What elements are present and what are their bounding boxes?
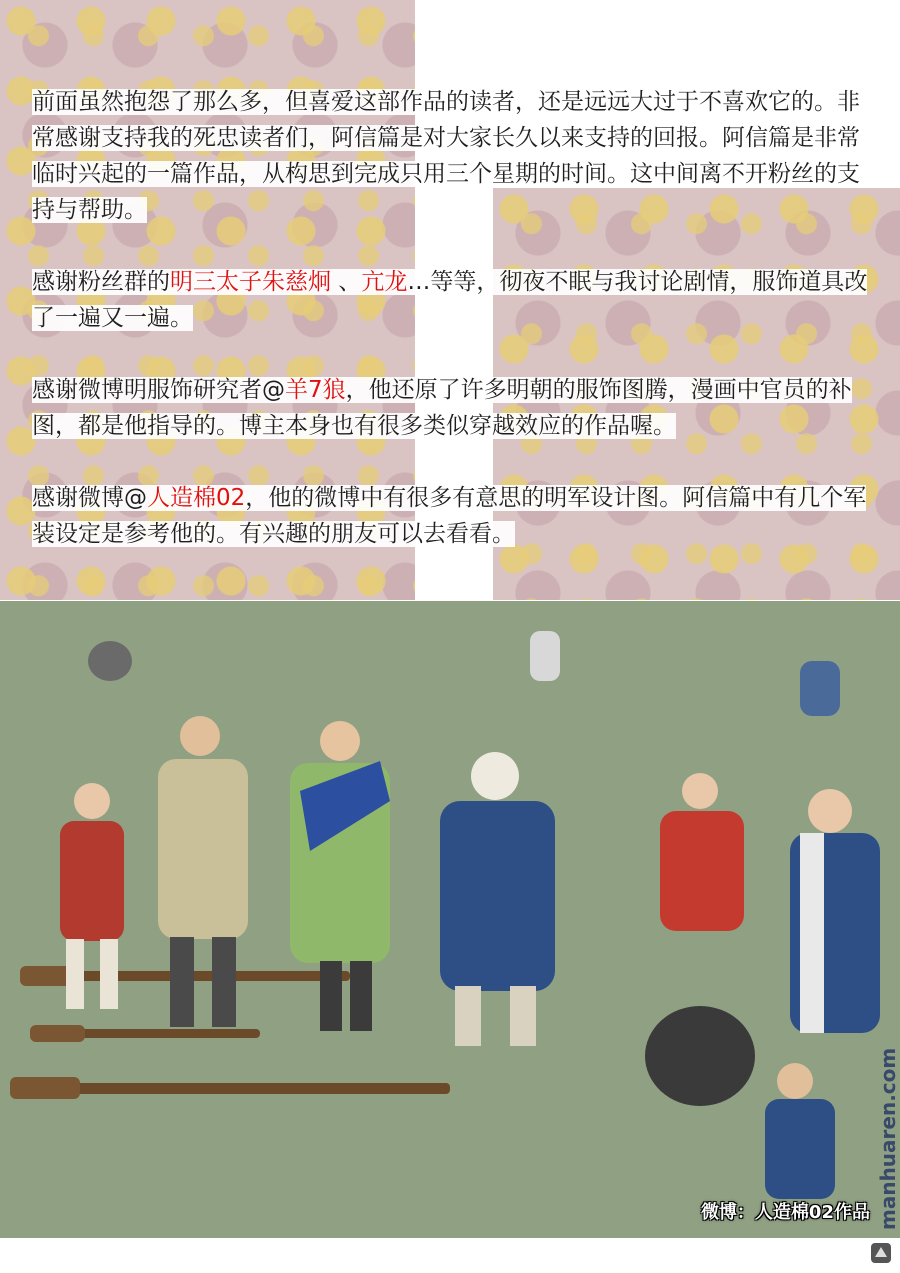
site-watermark: manhuaren.com <box>876 1047 900 1230</box>
highlighted-name: 明三太子朱慈炯 <box>170 269 331 295</box>
soldier-figure <box>765 1063 835 1199</box>
afterword-paragraph <box>32 372 877 444</box>
text-run: ，他的微博中有很多有意思的明军设计图。阿信篇中有几个军装设定是参考他的。有兴趣的朋友可以去看看。 <box>32 485 867 547</box>
site-logo-icon <box>868 1240 894 1266</box>
illustration-caption: 微博：人造棉02作品 <box>700 1202 870 1223</box>
shield-icon <box>645 1006 755 1106</box>
highlighted-name: 羊7狼 <box>285 377 346 403</box>
soldier-figure <box>660 773 744 931</box>
soldier-figure <box>790 789 880 1033</box>
highlighted-name: 人造棉02 <box>147 485 246 511</box>
afterword-paragraph <box>32 480 877 552</box>
text-run: 感谢微博明服饰研究者@ <box>32 377 285 403</box>
afterword-paragraph <box>32 84 877 228</box>
soldier-figure <box>440 752 555 1046</box>
text-run: ，他还原了许多明朝的服饰图腾，漫画中官员的补图，都是他指导的。博主本身也有很多类似穿越效应的作品喔。 <box>32 377 852 439</box>
soldier-design-illustration <box>0 601 900 1238</box>
paragraph-text <box>32 89 860 223</box>
illustration-drawing <box>0 601 900 1238</box>
helmet-icon <box>88 631 840 716</box>
text-run: 、 <box>331 269 362 295</box>
text-run: 感谢粉丝群的 <box>32 269 170 295</box>
paragraph-text <box>32 377 852 439</box>
soldier-figure <box>290 721 390 1031</box>
afterword-text <box>32 84 877 588</box>
paragraph-text <box>32 269 867 331</box>
afterword-paragraph <box>32 264 877 336</box>
paragraph-text <box>32 485 866 547</box>
text-run: 前面虽然抱怨了那么多，但喜爱这部作品的读者，还是远远大过于不喜欢它的。非常感谢支持我的死忠读者们，阿信篇是对大家长久以来支持的回报。阿信篇是非常临时兴起的一篇作品，从构思到完成只用三个星期的时间。这中间离不开粉丝的支持与帮助。 <box>32 89 860 223</box>
highlighted-name: 亢龙 <box>361 269 408 295</box>
text-run: 感谢微博@ <box>32 485 147 511</box>
text-run: …等等，彻夜不眠与我讨论剧情，服饰道具改了一遍又一遍。 <box>32 269 868 331</box>
